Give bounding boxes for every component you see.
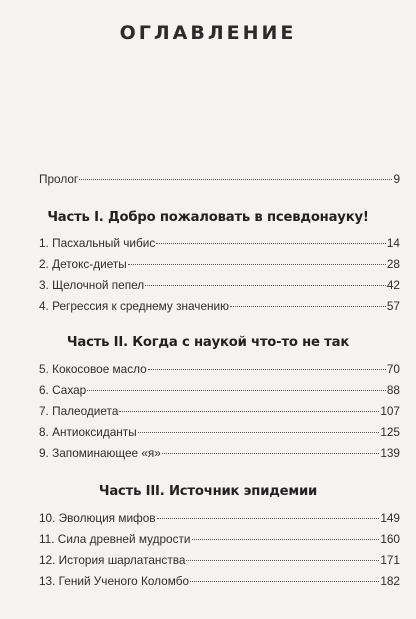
toc-entry-page: 171 xyxy=(380,553,400,567)
toc-entry-prologue[interactable] xyxy=(39,172,400,192)
dot-leader xyxy=(79,179,392,180)
toc-entry-label: 7. Палеодиета xyxy=(39,404,119,418)
dot-leader xyxy=(145,285,386,286)
toc-entry-label: 9. Запоминающее «я» xyxy=(39,446,161,460)
dot-leader xyxy=(192,539,380,540)
toc-entry-chapter-6[interactable] xyxy=(39,383,400,403)
dot-leader xyxy=(157,518,380,519)
toc-entry-label: 6. Сахар xyxy=(39,383,87,397)
toc-entry-chapter-9[interactable] xyxy=(39,446,400,466)
toc-entry-chapter-13[interactable] xyxy=(39,574,400,594)
part-2-heading: Часть II. Когда с наукой что-то не так xyxy=(66,335,350,350)
toc-entry-label: 10. Эволюция мифов xyxy=(39,511,156,525)
toc-entry-chapter-3[interactable] xyxy=(39,278,400,298)
toc-entry-page: 125 xyxy=(380,425,400,439)
toc-entry-label: 11. Сила древней мудрости xyxy=(39,532,191,546)
toc-entry-chapter-2[interactable] xyxy=(39,257,400,277)
part-1-heading: Часть I. Добро пожаловать в псевдонауку! xyxy=(47,210,369,225)
toc-entry-label: 8. Антиоксиданты xyxy=(39,425,137,439)
dot-leader xyxy=(156,243,386,244)
toc-entry-page: 139 xyxy=(380,446,400,460)
toc-entry-chapter-4[interactable] xyxy=(39,299,400,319)
dot-leader xyxy=(87,390,386,391)
toc-entry-page: 149 xyxy=(380,511,400,525)
dot-leader xyxy=(230,306,386,307)
toc-entry-page: 57 xyxy=(386,299,400,313)
toc-entry-chapter-7[interactable] xyxy=(39,404,400,424)
toc-entry-page: 107 xyxy=(380,404,400,418)
toc-entry-chapter-11[interactable] xyxy=(39,532,400,552)
toc-entry-chapter-1[interactable] xyxy=(39,236,400,256)
toc-entry-page: 182 xyxy=(380,574,400,588)
toc-entry-chapter-5[interactable] xyxy=(39,362,400,382)
dot-leader xyxy=(138,432,380,433)
dot-leader xyxy=(186,560,379,561)
toc-entry-label: 3. Щелочной пепел xyxy=(39,278,145,292)
toc-entry-page: 70 xyxy=(386,362,400,376)
toc-entry-page: 160 xyxy=(380,532,400,546)
page-title: ОГЛАВЛЕНИЕ xyxy=(119,22,297,44)
toc-entry-page: 14 xyxy=(386,236,400,250)
toc-entry-chapter-8[interactable] xyxy=(39,425,400,445)
dot-leader xyxy=(119,411,379,412)
toc-entry-label: 12. История шарлатанства xyxy=(39,553,186,567)
dot-leader xyxy=(128,264,386,265)
dot-leader xyxy=(162,453,379,454)
toc-entry-label: Пролог xyxy=(39,172,79,186)
toc-entry-page: 9 xyxy=(393,172,400,186)
toc-entry-page: 28 xyxy=(386,257,400,271)
toc-entry-label: 2. Детокс-диеты xyxy=(39,257,127,271)
toc-entry-page: 88 xyxy=(386,383,400,397)
dot-leader xyxy=(148,369,386,370)
toc-entry-label: 4. Регрессия к среднему значению xyxy=(39,299,229,313)
part-3-heading: Часть III. Источник эпидемии xyxy=(98,484,318,499)
dot-leader xyxy=(190,581,379,582)
toc-entry-chapter-12[interactable] xyxy=(39,553,400,573)
toc-entry-label: 13. Гений Ученого Коломбо xyxy=(39,574,190,588)
toc-entry-page: 42 xyxy=(386,278,400,292)
toc-entry-chapter-10[interactable] xyxy=(39,511,400,531)
toc-entry-label: 5. Кокосовое масло xyxy=(39,362,147,376)
toc-entry-label: 1. Пасхальный чибис xyxy=(39,236,156,250)
